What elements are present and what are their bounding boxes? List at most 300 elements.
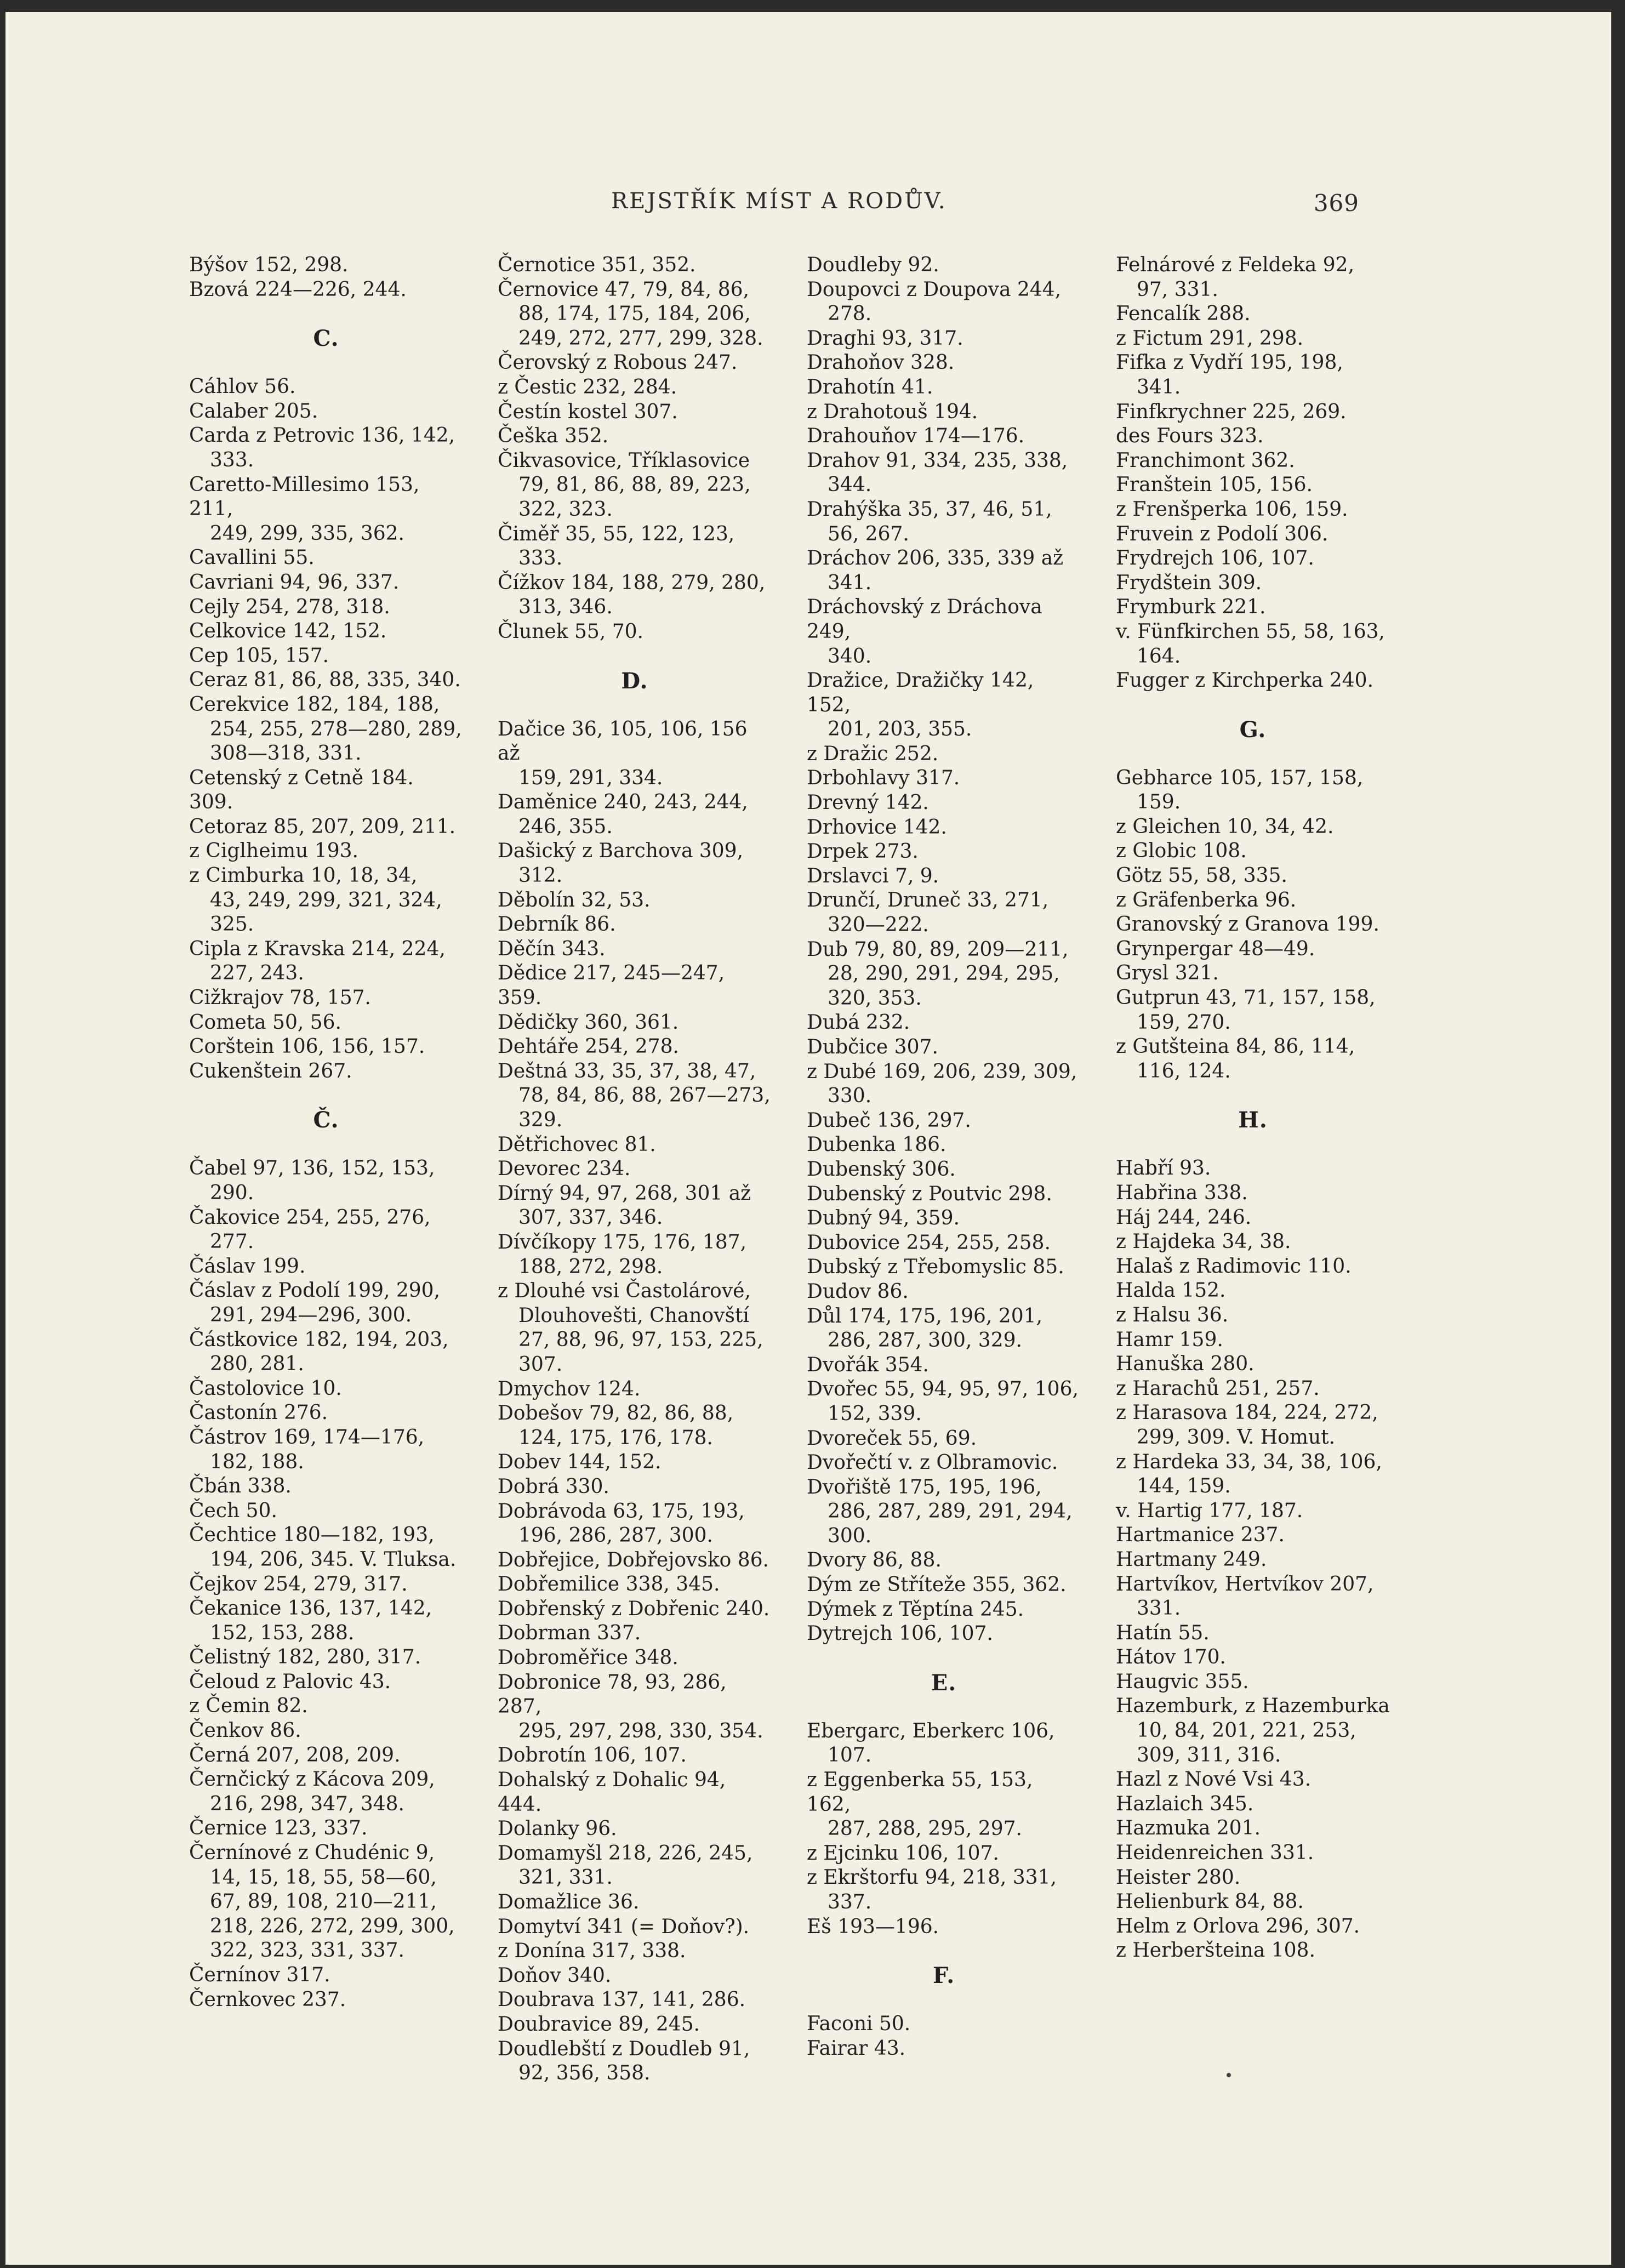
- entry-line: z Dlouhé vsi Častolárové,: [498, 1280, 751, 1303]
- entry-line: Frymburk 221.: [1116, 596, 1266, 619]
- entry-continuation-line: 322, 323.: [518, 498, 613, 521]
- index-entry: [1116, 1328, 1390, 1353]
- entry-continuation-line: 152, 339.: [828, 1402, 922, 1425]
- index-entry: [498, 2013, 772, 2037]
- index-entry: [189, 1426, 463, 1474]
- index-entry: [498, 839, 772, 888]
- index-entry: [807, 1622, 1081, 1646]
- entry-line: Corštein 106, 156, 157.: [189, 1035, 425, 1058]
- entry-line: Hanuška 280.: [1116, 1353, 1255, 1376]
- index-entry: [807, 1353, 1081, 1378]
- entry-line: Dětřichovec 81.: [498, 1133, 656, 1156]
- index-entry: [189, 253, 463, 278]
- entry-continuation-line: 344.: [828, 474, 872, 497]
- entry-continuation-line: 290.: [210, 1182, 254, 1204]
- index-entry: [189, 1719, 463, 1743]
- entry-line: Halaš z Radimovic 110.: [1116, 1255, 1352, 1278]
- index-entry: [189, 986, 463, 1011]
- index-entry: [807, 1598, 1081, 1622]
- entry-continuation-line: 124, 175, 176, 178.: [518, 1426, 713, 1449]
- index-entry: [1116, 1866, 1390, 1890]
- entry-line: Dobrotín 106, 107.: [498, 1744, 687, 1767]
- entry-line: Fifka z Vydří 195, 198,: [1116, 351, 1343, 374]
- entry-line: z Ekrštorfu 94, 218, 331,: [807, 1866, 1057, 1889]
- index-entry: [807, 278, 1081, 327]
- entry-continuation-line: 277.: [210, 1230, 254, 1253]
- entry-line: Dubenka 186.: [807, 1133, 947, 1156]
- index-entry: [498, 1500, 772, 1548]
- index-entry: [498, 1475, 772, 1500]
- index-entry: [1116, 1841, 1390, 1866]
- index-entry: [498, 790, 772, 839]
- entry-line: Celkovice 142, 152.: [189, 620, 387, 643]
- entry-line: z Halsu 36.: [1116, 1303, 1229, 1326]
- entry-continuation-line: 107.: [828, 1744, 872, 1767]
- index-entry: [807, 449, 1081, 498]
- index-entry: [498, 1646, 772, 1671]
- entry-continuation-line: 67, 89, 108, 210—211,: [210, 1890, 437, 1913]
- entry-line: Hartvíkov, Hertvíkov 207,: [1116, 1572, 1374, 1595]
- index-entry: [189, 1206, 463, 1255]
- entry-line: Fruvein z Podolí 306.: [1116, 522, 1328, 545]
- index-entry: [1116, 1303, 1390, 1328]
- entry-continuation-line: 79, 81, 86, 88, 89, 223,: [518, 474, 751, 497]
- entry-line: z Cimburka 10, 18, 34,: [189, 864, 418, 887]
- index-entry: [1116, 1352, 1390, 1377]
- entry-line: Drahýška 35, 37, 46, 51,: [807, 498, 1052, 521]
- index-entry: [1116, 888, 1390, 913]
- index-entry: [807, 791, 1081, 816]
- index-entry: [807, 400, 1081, 425]
- index-entry: [1116, 1572, 1390, 1621]
- index-entry: [1116, 1621, 1390, 1646]
- index-entry: [807, 1109, 1081, 1133]
- index-entry: [189, 595, 463, 620]
- index-entry: [1116, 839, 1390, 864]
- entry-line: Ebergarc, Eberkerc 106,: [807, 1719, 1055, 1742]
- entry-line: Dvořiště 175, 195, 196,: [807, 1475, 1042, 1498]
- entry-line: Čikvasovice, Tříklasovice: [498, 449, 750, 472]
- entry-continuation-line: 329.: [518, 1109, 563, 1131]
- index-entry: [498, 717, 772, 791]
- index-entry: [189, 473, 463, 546]
- entry-line: Býšov 152, 298.: [189, 254, 349, 276]
- entry-line: Dytrejch 106, 107.: [807, 1622, 993, 1645]
- index-entry: [498, 961, 772, 1010]
- index-entry: [1116, 253, 1390, 302]
- index-entry: [189, 375, 463, 400]
- entry-line: Čenkov 86.: [189, 1719, 301, 1742]
- entry-line: Drhovice 142.: [807, 816, 947, 839]
- entry-continuation-line: 246, 355.: [518, 815, 613, 838]
- index-entry: [807, 1548, 1081, 1573]
- entry-line: Drslavci 7, 9.: [807, 864, 939, 887]
- index-entry: [807, 2037, 1081, 2061]
- index-entry: [498, 1059, 772, 1133]
- entry-line: Čechtice 180—182, 193,: [189, 1524, 435, 1547]
- entry-line: Dobrman 337.: [498, 1622, 641, 1645]
- entry-continuation-line: 194, 206, 345. V. Tluksa.: [210, 1548, 457, 1571]
- entry-line: Helm z Orlova 296, 307.: [1116, 1914, 1360, 1938]
- entry-continuation-line: 299, 309. V. Homut.: [1137, 1426, 1336, 1449]
- section-letter-heading: C.: [313, 326, 339, 352]
- index-entry: [498, 1035, 772, 1059]
- entry-line: z Herberšteina 108.: [1116, 1939, 1315, 1962]
- entry-line: Dobřejice, Dobřejovsko 86.: [498, 1548, 769, 1571]
- entry-continuation-line: 159.: [1137, 791, 1181, 814]
- entry-continuation-line: 320—222.: [828, 914, 929, 937]
- index-entry: [1116, 1890, 1390, 1914]
- entry-line: Felnárové z Feldeka 92,: [1116, 254, 1355, 276]
- index-entry: [807, 816, 1081, 840]
- index-entry: [498, 1671, 772, 1744]
- entry-continuation-line: 307.: [518, 1353, 563, 1376]
- entry-line: Domamyšl 218, 226, 245,: [498, 1842, 753, 1865]
- index-entry: [1116, 937, 1390, 962]
- entry-line: z Ciglheimu 193.: [189, 840, 358, 863]
- entry-continuation-line: 164.: [1137, 645, 1181, 668]
- entry-continuation-line: 78, 84, 86, 88, 267—273,: [518, 1084, 771, 1107]
- entry-line: Dobřenský z Dobřenic 240.: [498, 1597, 770, 1620]
- entry-line: Doudlebští z Doudleb 91,: [498, 2037, 750, 2060]
- entry-line: Člunek 55, 70.: [498, 620, 643, 643]
- entry-line: Heister 280.: [1116, 1866, 1241, 1889]
- entry-line: Dmychov 124.: [498, 1377, 641, 1400]
- index-entry: [189, 1841, 463, 1963]
- index-entry: [1116, 1645, 1390, 1670]
- index-entry: [498, 937, 772, 962]
- entry-continuation-line: 291, 294—296, 300.: [210, 1303, 412, 1326]
- entry-continuation-line: 201, 203, 355.: [828, 718, 972, 741]
- index-entry: [807, 1133, 1081, 1158]
- entry-line: Devorec 234.: [498, 1158, 631, 1181]
- entry-line: Dačice 36, 105, 106, 156 až: [498, 717, 748, 765]
- entry-line: Cerekvice 182, 184, 188,: [189, 693, 440, 716]
- entry-line: Habří 93.: [1116, 1157, 1211, 1180]
- index-entry: [807, 1475, 1081, 1549]
- index-entry: [498, 1230, 772, 1279]
- index-entry: [1116, 1670, 1390, 1695]
- index-entry: [189, 766, 463, 815]
- index-entry: [1116, 1255, 1390, 1279]
- entry-continuation-line: 341.: [1137, 375, 1181, 398]
- entry-line: Cáhlov 56.: [189, 375, 296, 398]
- index-entry: [189, 400, 463, 424]
- index-entry: [189, 546, 463, 571]
- index-entry: [1116, 766, 1390, 815]
- entry-line: Dobev 144, 152.: [498, 1451, 662, 1474]
- entry-line: Dobešov 79, 82, 86, 88,: [498, 1402, 734, 1425]
- index-entry: [807, 1231, 1081, 1256]
- entry-line: z Gleichen 10, 34, 42.: [1116, 815, 1334, 838]
- entry-continuation-line: Dlouhovešti, Chanovští: [518, 1304, 749, 1327]
- entry-line: Halda 152.: [1116, 1279, 1226, 1302]
- entry-line: Draghi 93, 317.: [807, 327, 963, 350]
- entry-line: Cižkrajov 78, 157.: [189, 987, 371, 1010]
- index-entry: [498, 400, 772, 425]
- entry-line: Grysl 321.: [1116, 962, 1219, 985]
- entry-line: z Drahotouš 194.: [807, 400, 978, 423]
- entry-line: Dvořec 55, 94, 95, 97, 106,: [807, 1378, 1079, 1401]
- entry-line: Franchimont 362.: [1116, 449, 1295, 472]
- entry-continuation-line: 340.: [828, 645, 872, 668]
- index-entry: [189, 1328, 463, 1377]
- index-entry: [807, 864, 1081, 889]
- index-entry: [1116, 1401, 1390, 1450]
- entry-line: z Gräfenberka 96.: [1116, 888, 1297, 911]
- index-entry: [189, 1156, 463, 1205]
- index-entry: [189, 571, 463, 595]
- entry-continuation-line: 249, 272, 277, 299, 328.: [518, 327, 763, 350]
- entry-line: Drahotín 41.: [807, 375, 933, 398]
- entry-continuation-line: 300.: [828, 1524, 872, 1547]
- entry-line: Dvoreček 55, 69.: [807, 1427, 977, 1450]
- index-entry: [807, 424, 1081, 449]
- index-entry: [1116, 546, 1390, 571]
- entry-line: Dvořečtí v. z Olbramovic.: [807, 1451, 1058, 1474]
- entry-line: v. Hartig 177, 187.: [1116, 1499, 1303, 1522]
- entry-continuation-line: 249, 299, 335, 362.: [210, 522, 404, 545]
- entry-continuation-line: 97, 331.: [1137, 278, 1218, 301]
- entry-line: z Dražic 252.: [807, 742, 939, 765]
- entry-line: Částkovice 182, 194, 203,: [189, 1328, 449, 1351]
- section-letter-heading: H.: [1238, 1107, 1268, 1133]
- entry-line: Bzová 224—226, 244.: [189, 278, 407, 301]
- index-entry: [189, 1816, 463, 1841]
- entry-line: Čiměř 35, 55, 122, 123,: [498, 522, 735, 545]
- index-entry: [189, 693, 463, 766]
- entry-continuation-line: 286, 287, 289, 291, 294,: [828, 1500, 1073, 1523]
- index-entry: [189, 1474, 463, 1499]
- entry-continuation-line: 144, 159.: [1137, 1475, 1231, 1498]
- entry-continuation-line: 330.: [828, 1085, 872, 1108]
- index-entry: [189, 1768, 463, 1816]
- entry-line: Čakovice 254, 255, 276,: [189, 1206, 431, 1229]
- entry-continuation-line: 152, 153, 288.: [210, 1621, 355, 1644]
- entry-line: Dráchovský z Dráchova 249,: [807, 596, 1042, 643]
- entry-line: z Donína 317, 338.: [498, 1940, 686, 1963]
- index-entry: [189, 1988, 463, 2013]
- entry-line: z Dubé 169, 206, 239, 309,: [807, 1060, 1077, 1083]
- entry-continuation-line: 309, 311, 316.: [1137, 1743, 1281, 1766]
- entry-line: des Fours 323.: [1116, 425, 1264, 448]
- index-entry: [498, 1621, 772, 1646]
- index-entry: [1116, 864, 1390, 888]
- entry-line: Černice 123, 337.: [189, 1817, 368, 1840]
- entry-line: Dubný 94, 359.: [807, 1207, 960, 1230]
- index-entry: [189, 1499, 463, 1524]
- entry-line: Götz 55, 58, 335.: [1116, 864, 1287, 887]
- entry-continuation-line: 320, 353.: [828, 987, 922, 1010]
- entry-line: Franštein 105, 156.: [1116, 474, 1313, 497]
- index-entry: [498, 278, 772, 351]
- index-entry: [1116, 498, 1390, 522]
- index-entry: [1116, 669, 1390, 693]
- entry-line: Gebharce 105, 157, 158,: [1116, 766, 1364, 789]
- index-entry: [807, 938, 1081, 1011]
- index-entry: [807, 1255, 1081, 1280]
- entry-line: Dým ze Stříteže 355, 362.: [807, 1574, 1067, 1597]
- entry-line: Dubenský 306.: [807, 1158, 956, 1181]
- index-entry: [807, 375, 1081, 400]
- index-entry: [1116, 1035, 1390, 1084]
- entry-line: Čerovský z Robous 247.: [498, 351, 738, 374]
- entry-line: Hamr 159.: [1116, 1328, 1223, 1351]
- entry-line: Debrník 86.: [498, 913, 616, 936]
- entry-line: Čáslav z Podolí 199, 290,: [189, 1279, 441, 1302]
- entry-continuation-line: 307, 337, 346.: [518, 1206, 663, 1229]
- entry-line: Čelistný 182, 280, 317.: [189, 1646, 421, 1669]
- index-entry: [498, 2037, 772, 2086]
- index-column-2: [498, 253, 772, 2086]
- entry-continuation-line: 278.: [828, 303, 872, 326]
- index-entry: [189, 1963, 463, 1988]
- entry-line: Frydrejch 106, 107.: [1116, 547, 1314, 570]
- entry-line: Dubenský z Poutvic 298.: [807, 1182, 1052, 1205]
- entry-line: Domažlice 36.: [498, 1891, 640, 1913]
- entry-line: Cavriani 94, 96, 337.: [189, 571, 400, 594]
- entry-continuation-line: 308—318, 331.: [210, 742, 362, 765]
- entry-continuation-line: 43, 249, 299, 321, 324,: [210, 888, 442, 911]
- entry-line: Dubeč 136, 297.: [807, 1109, 971, 1132]
- entry-continuation-line: 28, 290, 291, 294, 295,: [828, 962, 1060, 985]
- index-entry: [807, 1158, 1081, 1182]
- entry-line: Čejkov 254, 279, 317.: [189, 1572, 408, 1595]
- entry-line: Děčín 343.: [498, 937, 606, 960]
- entry-line: Dívčíkopy 175, 176, 187,: [498, 1230, 747, 1253]
- index-entry: [1116, 473, 1390, 498]
- entry-continuation-line: 88, 174, 175, 184, 206,: [518, 303, 751, 326]
- index-entry: [189, 1523, 463, 1572]
- entry-line: Caretto-Millesimo 153, 211,: [189, 473, 420, 521]
- index-entry: [498, 888, 772, 913]
- section-letter-heading: E.: [931, 1669, 957, 1696]
- index-entry: [189, 644, 463, 669]
- entry-continuation-line: 159, 270.: [1137, 1011, 1231, 1034]
- index-entry: [1116, 1792, 1390, 1817]
- index-entry: [1116, 1939, 1390, 1963]
- entry-line: Drunčí, Druneč 33, 271,: [807, 889, 1049, 912]
- index-entry: [1116, 1181, 1390, 1206]
- entry-line: Hazemburk, z Hazemburka: [1116, 1695, 1390, 1718]
- entry-line: Dobronice 78, 93, 286, 287,: [498, 1671, 727, 1718]
- index-entry: [1116, 424, 1390, 449]
- entry-line: Dubčice 307.: [807, 1036, 938, 1058]
- entry-line: z Frenšperka 106, 159.: [1116, 498, 1348, 521]
- entry-line: Ceraz 81, 86, 88, 335, 340.: [189, 669, 461, 692]
- index-entry: [498, 1182, 772, 1230]
- index-entry: [498, 1939, 772, 1964]
- index-entry: [807, 1280, 1081, 1304]
- index-entry: [189, 1401, 463, 1426]
- page-title: REJSTŘÍK MÍST A RODŮV.: [611, 189, 947, 214]
- entry-continuation-line: 286, 287, 300, 329.: [828, 1329, 1022, 1352]
- index-entry: [807, 1451, 1081, 1475]
- index-entry: [807, 1719, 1081, 1768]
- entry-line: Drbohlavy 317.: [807, 767, 960, 790]
- entry-line: Finfkrychner 225, 269.: [1116, 400, 1347, 423]
- entry-line: Cukenštein 267.: [189, 1059, 352, 1082]
- entry-line: Drevný 142.: [807, 791, 929, 814]
- index-entry: [1116, 571, 1390, 596]
- index-entry: [189, 839, 463, 864]
- entry-line: z Hardeka 33, 34, 38, 106,: [1116, 1450, 1382, 1473]
- index-entry: [498, 449, 772, 522]
- entry-continuation-line: 159, 291, 334.: [518, 766, 663, 789]
- entry-line: Dobrávoda 63, 175, 193,: [498, 1500, 745, 1523]
- entry-line: Dobřemilice 338, 345.: [498, 1573, 720, 1596]
- index-entry: [189, 815, 463, 840]
- index-entry: [1116, 1548, 1390, 1572]
- entry-line: Dašický z Barchova 309,: [498, 840, 744, 863]
- index-entry: [807, 2012, 1081, 2037]
- entry-line: Češka 352.: [498, 425, 609, 448]
- entry-continuation-line: 280, 281.: [210, 1353, 304, 1376]
- entry-line: Doňov 340.: [498, 1964, 612, 1987]
- index-entry: [807, 1915, 1081, 1940]
- entry-line: Hazmuka 201.: [1116, 1817, 1261, 1840]
- entry-line: Doupovci z Doupova 244,: [807, 278, 1062, 301]
- entry-line: z Eggenberka 55, 153, 162,: [807, 1769, 1033, 1816]
- index-entry: [1116, 1914, 1390, 1939]
- entry-line: Dubský z Třebomyslic 85.: [807, 1256, 1064, 1279]
- entry-continuation-line: 295, 297, 298, 330, 354.: [518, 1719, 763, 1742]
- entry-continuation-line: 312.: [518, 864, 563, 887]
- index-entry: [189, 1670, 463, 1695]
- entry-continuation-line: 313, 346.: [518, 596, 613, 619]
- entry-line: Drpek 273.: [807, 840, 919, 863]
- index-entry: [498, 1768, 772, 1817]
- entry-continuation-line: 27, 88, 96, 97, 153, 225,: [518, 1329, 763, 1352]
- index-entry: [498, 1450, 772, 1475]
- entry-continuation-line: 287, 288, 295, 297.: [828, 1817, 1022, 1840]
- index-entry: [498, 913, 772, 937]
- index-entry: [189, 937, 463, 986]
- entry-line: Častolovice 10.: [189, 1377, 342, 1400]
- section-letter-heading: D.: [621, 668, 648, 694]
- index-entry: [807, 1768, 1081, 1842]
- index-entry: [498, 1988, 772, 2013]
- index-entry: [189, 1694, 463, 1719]
- index-entry: [807, 840, 1081, 864]
- entry-continuation-line: 254, 255, 278—280, 289,: [210, 717, 462, 740]
- entry-line: Drahouňov 174—176.: [807, 425, 1025, 448]
- index-entry: [189, 278, 463, 303]
- entry-line: Černínové z Chudénic 9,: [189, 1842, 435, 1865]
- index-entry: [807, 1304, 1081, 1353]
- entry-continuation-line: 92, 356, 358.: [518, 2062, 651, 2085]
- entry-line: Černkovec 237.: [189, 1988, 346, 2011]
- index-entry: [1116, 620, 1390, 669]
- entry-line: Dědice 217, 245—247, 359.: [498, 962, 725, 1010]
- index-entry: [807, 498, 1081, 546]
- index-entry: [807, 546, 1081, 595]
- index-entry: [498, 1964, 772, 1988]
- entry-continuation-line: 321, 331.: [518, 1866, 613, 1889]
- entry-line: Dražice, Dražičky 142, 152,: [807, 669, 1034, 716]
- index-entry: [189, 619, 463, 644]
- index-entry: [807, 1866, 1081, 1914]
- index-entry: [189, 1645, 463, 1670]
- index-entry: [1116, 327, 1390, 351]
- entry-line: Hatín 55.: [1116, 1621, 1210, 1644]
- entry-line: z Harachů 251, 257.: [1116, 1377, 1320, 1400]
- index-entry: [807, 253, 1081, 278]
- index-entry: [189, 1597, 463, 1645]
- entry-line: Faconi 50.: [807, 2013, 911, 2036]
- index-column-4: [1116, 253, 1390, 1963]
- index-entry: [498, 351, 772, 375]
